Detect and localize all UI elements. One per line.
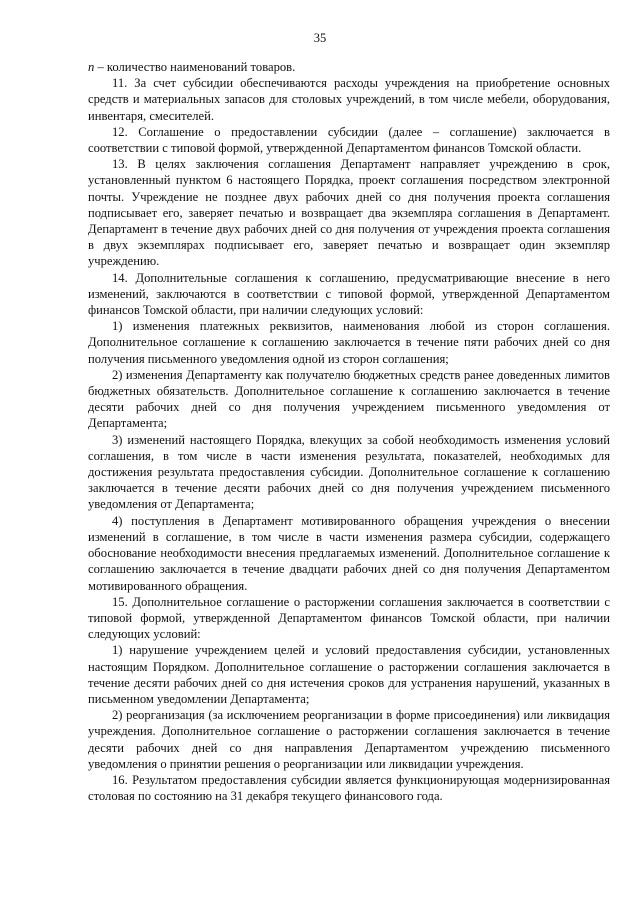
document-body — [88, 59, 610, 804]
paragraph-15-item-2: 2) реорганизация (за исключением реорганизации в форме присоединения) или ликвидация учреждения. Дополнительное соглашение о расторжении соглашения заключается в течение десяти рабочих дней со дня направления Департаментом учреждению письменного уведомления о принятии решения о реорганизации или ликвидации учреждения. — [88, 708, 610, 771]
page-number: 35 — [313, 31, 327, 45]
variable-symbol: n — [88, 60, 95, 74]
paragraph-14-item-1: 1) изменения платежных реквизитов, наименования любой из сторон соглашения. Дополнительное соглашение к соглашению заключается в течение пяти рабочих дней со дня получения письменного уведомления одной из сторон соглашения; — [88, 319, 610, 366]
paragraph-14-item-2: 2) изменения Департаменту как получателю бюджетных средств ранее доведенных лимитов бюджетных обязательств. Дополнительное соглашение к соглашению заключается в течение десяти рабочих дней со дня получения учреждением письменного уведомления от Департамента; — [88, 367, 610, 431]
paragraph-15: 15. Дополнительное соглашение о расторжении соглашения заключается в соответствии с типовой формой, утвержденной Департаментом финансов Томской области, при наличии следующих условий: — [88, 594, 610, 642]
paragraph-13: 13. В целях заключения соглашения Департамент направляет учреждению в срок, установленный пунктом 6 настоящего Порядка, проект соглашения посредством электронной почты. Учреждение не позднее двух рабочих дней со дня получения проекта соглашения подписывает его, заверяет печатью и возвращает два экземпляра соглашения в Департамент. Департамент в течение двух рабочих дней со дня получения от учреждения проекта соглашения в двух экземплярах подписывает его, заверяет печатью и возвращает один экземпляр учреждению. — [88, 157, 610, 269]
paragraph-15-item-1: 1) нарушение учреждением целей и условий предоставления субсидии, установленных настоящим Порядком. Дополнительное соглашение о расторжении соглашения заключается в течение десяти рабочих дней со дня истечения сроков для устранения нарушений, указанных в письменном уведомлении Департамента; — [88, 643, 610, 706]
paragraph-14-item-3: 3) изменений настоящего Порядка, влекущих за собой необходимость изменения условий соглашения, в том числе в части изменения результата, показателей, необходимых для достижения результата предоставления субсидии. Дополнительное соглашение к соглашению заключается в течение десяти рабочих дней со дня получения учреждением письменного уведомления от Департамента; — [88, 432, 610, 512]
paragraph-16: 16. Результатом предоставления субсидии является функционирующая модернизированная столовая по состоянию на 31 декабря текущего финансового года. — [88, 772, 610, 804]
paragraph-14: 14. Дополнительные соглашения к соглашению, предусматривающие внесение в него изменений, заключаются в соответствии с типовой формой, утвержденной Департаментом финансов Томской области, при наличии следующих условий: — [88, 270, 610, 318]
paragraph-11: 11. За счет субсидии обеспечиваются расходы учреждения на приобретение основных средств и материальных запасов для столовых учреждений, в том числе мебели, оборудования, инвентаря, смесителей. — [88, 76, 610, 123]
paragraph-n-definition — [88, 59, 610, 75]
paragraph-14-item-4: 4) поступления в Департамент мотивированного обращения учреждения о внесении изменений в соглашение, в том числе в части изменения размера субсидии, содержащего обоснование необходимости внесения предлагаемых изменений. Дополнительное соглашение к соглашению заключается в течение двадцати рабочих дней со дня получения Департаментом мотивированного обращения. — [88, 513, 610, 593]
paragraph-text: – количество наименований товаров. — [94, 60, 296, 74]
paragraph-12: 12. Соглашение о предоставлении субсидии (далее – соглашение) заключается в соответствии с типовой формой, утвержденной Департаментом финансов Томской области. — [88, 124, 610, 156]
